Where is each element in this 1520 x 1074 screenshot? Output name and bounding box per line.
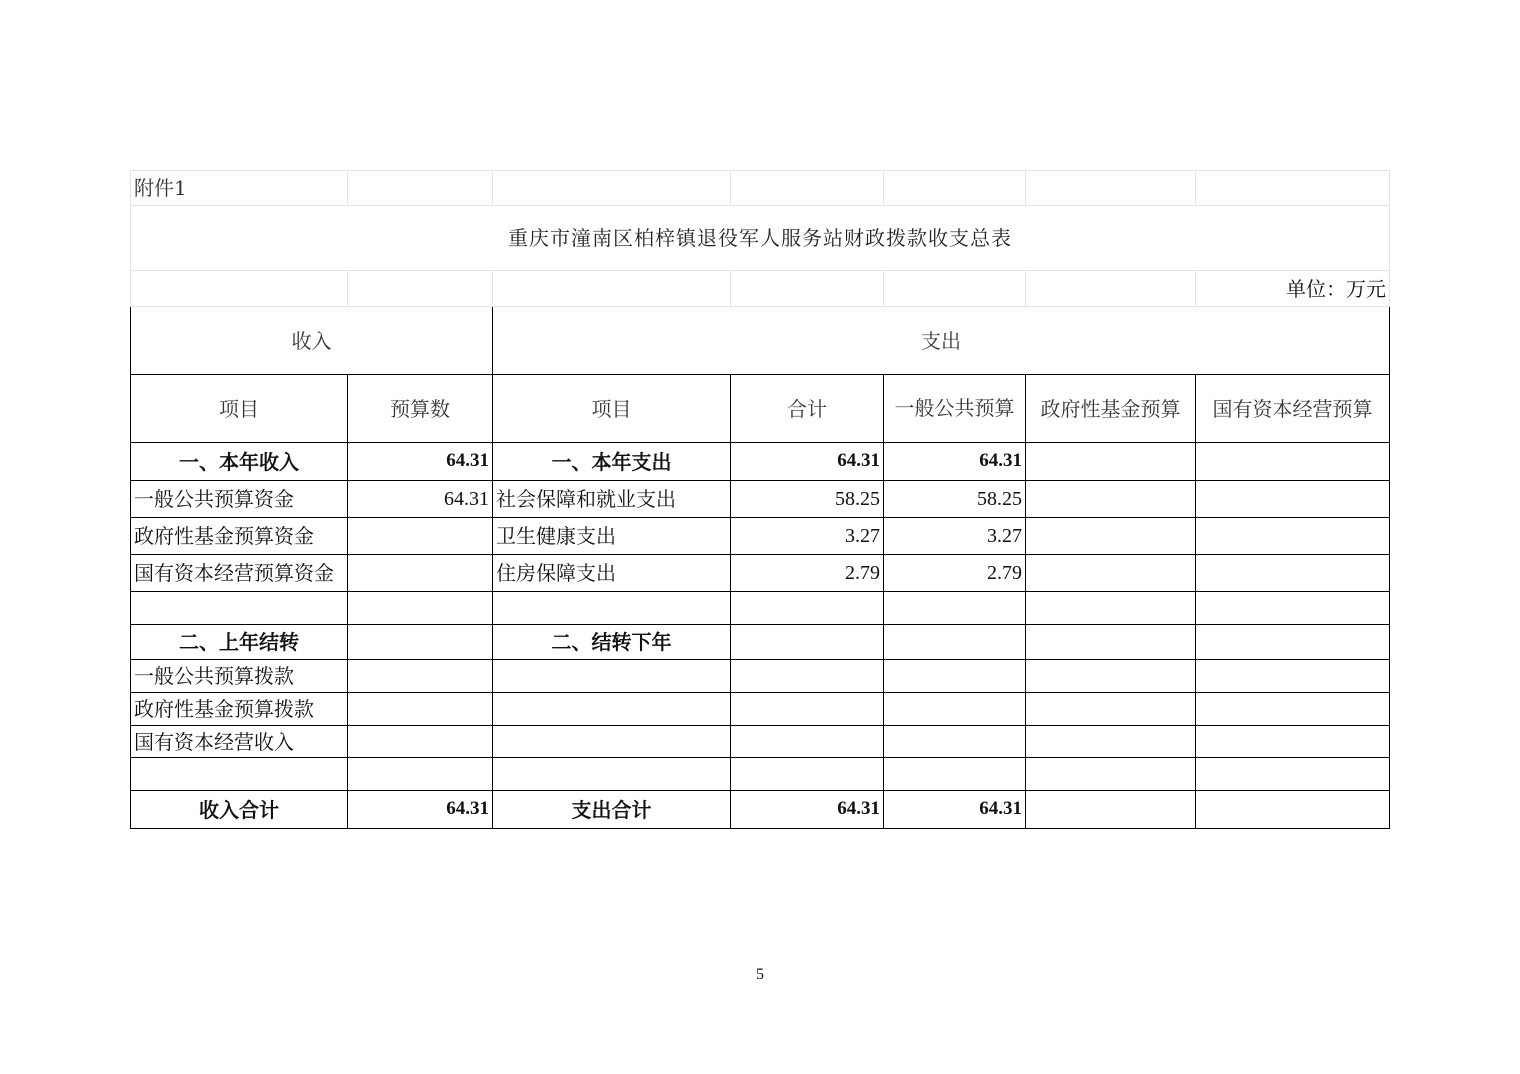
- gov-fund-cell: [1026, 592, 1196, 625]
- state-capital-cell: [1196, 625, 1390, 660]
- expense-total-cell: [731, 592, 884, 625]
- income-budget-cell: 64.31: [348, 443, 493, 481]
- expense-total-cell: [731, 625, 884, 660]
- expense-item-cell: [493, 726, 731, 758]
- table-row: [131, 481, 1390, 518]
- income-section-header: 收入: [131, 307, 493, 375]
- gov-fund-total-value: [1026, 791, 1196, 829]
- col-header-general-budget: 一般公共预算: [884, 375, 1026, 443]
- expense-total-value: 64.31: [731, 791, 884, 829]
- income-budget-cell: [348, 592, 493, 625]
- expense-total-cell: 2.79: [731, 555, 884, 592]
- income-total-label: 收入合计: [131, 791, 348, 829]
- income-item-cell: 二、上年结转: [131, 625, 348, 660]
- gov-fund-cell: [1026, 726, 1196, 758]
- income-total-value: 64.31: [348, 791, 493, 829]
- expense-total-cell: [731, 758, 884, 791]
- col-header-gov-fund-budget: 政府性基金预算: [1026, 375, 1196, 443]
- general-budget-cell: [884, 625, 1026, 660]
- state-capital-cell: [1196, 693, 1390, 726]
- table-row: [131, 443, 1390, 481]
- col-header-income-item: 项目: [131, 375, 348, 443]
- income-item-cell: 一般公共预算拨款: [131, 660, 348, 693]
- col-header-state-capital-budget: 国有资本经营预算: [1196, 375, 1390, 443]
- income-item-cell: [131, 592, 348, 625]
- general-budget-cell: 3.27: [884, 518, 1026, 555]
- state-capital-cell: [1196, 758, 1390, 791]
- state-capital-cell: [1196, 443, 1390, 481]
- income-budget-cell: [348, 758, 493, 791]
- income-item-cell: [131, 758, 348, 791]
- col-header-expense-total: 合计: [731, 375, 884, 443]
- general-budget-cell: [884, 693, 1026, 726]
- expense-section-header: 支出: [493, 307, 1390, 375]
- section-header-row: [131, 307, 1390, 375]
- page-number: 5: [756, 966, 764, 983]
- expense-item-cell: 住房保障支出: [493, 555, 731, 592]
- income-item-cell: 政府性基金预算资金: [131, 518, 348, 555]
- state-capital-cell: [1196, 726, 1390, 758]
- unit-row: [131, 271, 1390, 307]
- page-title: 重庆市潼南区柏梓镇退役军人服务站财政拨款收支总表: [131, 206, 1390, 271]
- income-item-cell: 一般公共预算资金: [131, 481, 348, 518]
- column-header-row: [131, 375, 1390, 443]
- income-budget-cell: [348, 625, 493, 660]
- expense-item-cell: 卫生健康支出: [493, 518, 731, 555]
- table-row: [131, 660, 1390, 693]
- expense-item-cell: 社会保障和就业支出: [493, 481, 731, 518]
- income-budget-cell: [348, 726, 493, 758]
- state-capital-cell: [1196, 555, 1390, 592]
- expense-item-cell: 一、本年支出: [493, 443, 731, 481]
- unit-label: 单位：万元: [1196, 271, 1390, 307]
- col-header-expense-item: 项目: [493, 375, 731, 443]
- state-capital-cell: [1196, 481, 1390, 518]
- table-body: [131, 443, 1390, 791]
- title-row: [131, 206, 1390, 271]
- table-row: [131, 592, 1390, 625]
- general-budget-cell: [884, 726, 1026, 758]
- expense-item-cell: 二、结转下年: [493, 625, 731, 660]
- expense-item-cell: [493, 660, 731, 693]
- gov-fund-cell: [1026, 443, 1196, 481]
- income-item-cell: 一、本年收入: [131, 443, 348, 481]
- expense-total-label: 支出合计: [493, 791, 731, 829]
- expense-item-cell: [493, 693, 731, 726]
- gov-fund-cell: [1026, 693, 1196, 726]
- income-item-cell: 国有资本经营收入: [131, 726, 348, 758]
- col-header-income-budget: 预算数: [348, 375, 493, 443]
- gov-fund-cell: [1026, 625, 1196, 660]
- income-budget-cell: [348, 660, 493, 693]
- general-budget-total-value: 64.31: [884, 791, 1026, 829]
- income-budget-cell: [348, 555, 493, 592]
- table-row: [131, 726, 1390, 758]
- gov-fund-cell: [1026, 481, 1196, 518]
- expense-total-cell: [731, 693, 884, 726]
- income-budget-cell: [348, 518, 493, 555]
- general-budget-cell: [884, 592, 1026, 625]
- expense-total-cell: 58.25: [731, 481, 884, 518]
- income-item-cell: 政府性基金预算拨款: [131, 693, 348, 726]
- attachment-row: [131, 171, 1390, 206]
- general-budget-cell: [884, 660, 1026, 693]
- gov-fund-cell: [1026, 660, 1196, 693]
- income-budget-cell: [348, 693, 493, 726]
- budget-summary-table: [130, 170, 1390, 829]
- table-row: [131, 693, 1390, 726]
- table-row: [131, 555, 1390, 592]
- state-capital-total-value: [1196, 791, 1390, 829]
- state-capital-cell: [1196, 518, 1390, 555]
- general-budget-cell: 64.31: [884, 443, 1026, 481]
- state-capital-cell: [1196, 660, 1390, 693]
- income-budget-cell: 64.31: [348, 481, 493, 518]
- expense-total-cell: [731, 660, 884, 693]
- totals-row: [131, 791, 1390, 829]
- table-row: [131, 625, 1390, 660]
- general-budget-cell: [884, 758, 1026, 791]
- expense-item-cell: [493, 758, 731, 791]
- gov-fund-cell: [1026, 758, 1196, 791]
- expense-total-cell: 3.27: [731, 518, 884, 555]
- income-item-cell: 国有资本经营预算资金: [131, 555, 348, 592]
- gov-fund-cell: [1026, 518, 1196, 555]
- table-row: [131, 518, 1390, 555]
- table-row: [131, 758, 1390, 791]
- gov-fund-cell: [1026, 555, 1196, 592]
- general-budget-cell: 2.79: [884, 555, 1026, 592]
- state-capital-cell: [1196, 592, 1390, 625]
- general-budget-cell: 58.25: [884, 481, 1026, 518]
- expense-item-cell: [493, 592, 731, 625]
- expense-total-cell: [731, 726, 884, 758]
- attachment-label: 附件1: [131, 171, 348, 206]
- expense-total-cell: 64.31: [731, 443, 884, 481]
